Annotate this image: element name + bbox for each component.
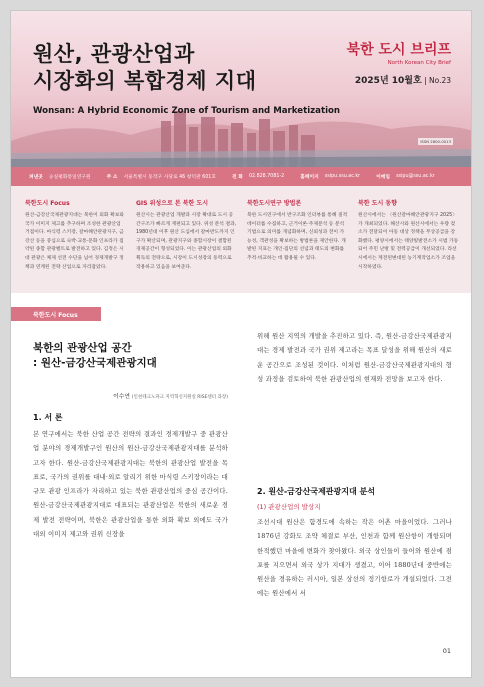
publisher-name: 숭실평화통일연구원 <box>48 175 91 180</box>
issue-date: 2025년 10월호 <box>354 76 422 86</box>
address-label: 주 소 <box>106 175 118 180</box>
summary-text: 원산시는 관광산업 개발과 시장 확대로 도시 공간구조가 빠르게 재편되고 있다. 위성 분석 결과, 1980년대 이후 원산 도심에서 갈마반도까지 인구가 확산되며, 관광지구와 종합시장이 결합된 경제공간이 형성되었다. 이는 관광산업의 외화 획득의 전략으로, 시장이 도시성장의 동력으로 작용하고 있음을 보여준다. <box>136 213 237 270</box>
email-label: 이메일 <box>376 175 391 180</box>
article-right-column <box>257 329 452 658</box>
article-title <box>33 341 228 371</box>
issue-number: No.23 <box>429 76 451 85</box>
article-left-column <box>33 341 228 632</box>
summary-section <box>11 186 472 293</box>
brand-block <box>347 39 451 66</box>
section-2-subtitle: (1) 관광산업의 발상지 <box>257 503 321 511</box>
publisher-label: 펴낸곳 <box>29 175 43 180</box>
website-link[interactable]: ssipu.ssu.ac.kr <box>324 174 361 179</box>
section-1-paragraph: 본 연구에서는 북한 산업 공간 전략의 결과인 경제개발구 중 관광산업 분야의 경제개발구인 원산의 원산-금강산국제관광지대를 분석하고자 한다. 원산-금강산국제관광지대는 북한의 관광산업 발전을 목표로, 국가의 권위를 대내·외로 알리기 위한 마식령 스키장이라는 대규모 관광 인프라가 자리하고 있는 북한 관광산업의 중심 공간이다. 원산-금강산국제관광지대로 대표되는 관광산업은 북한의 새로운 경제 발전 전략이며, 북한은 관광산업을 통한 외화 확보 외에도 국가 대외 이미지 제고와 권위 신장을 <box>33 430 228 539</box>
author-affiliation: (인천테크노파크 지역혁신지원실 RISE센터 과장) <box>131 395 228 400</box>
continued-text: 위해 원산 지역의 개발을 추진하고 있다. 즉, 원산-금강산국제관광지대는 경제 발전과 국가 권위 제고라는 목표 달성을 위해 원산의 새로운 공간으로 조성된 것이다. 이처럼 원산-금강산국제관광지대의 형성 과정을 검토하여 북한 관광산업의 현재와 전망을 보고자 한다. <box>257 332 452 383</box>
summary-heading: 북한도시 Focus <box>25 200 70 207</box>
section-1-title: 1. 서 론 <box>33 413 63 422</box>
cover-banner <box>11 11 472 167</box>
summary-heading: 북한도시연구 방법론 <box>247 200 302 207</box>
brief-page <box>10 10 472 678</box>
report-title <box>33 41 256 95</box>
summary-heading: GIS 위성으로 본 북한 도시 <box>136 200 208 207</box>
summary-heading: 북한 도시 동향 <box>358 200 397 207</box>
brand-title: 북한 도시 브리프 <box>346 42 451 58</box>
article-author <box>33 391 228 400</box>
page-number: 01 <box>442 647 451 655</box>
author-name: 이수연 <box>113 394 130 400</box>
summary-text: 원산시에서는 〈원산갈마해안관광지구 2025〉가 개최되었다. 해산시와 원산시에서는 우량 젖소가 전달되어 아동 대상 정책을 무상공급을 강화했다. 평양시에서는 태양빛발전소가 시범 가동되어 주민 난방 및 전력공급이 개선되었다. 라선시에서는 계전된변대된 농기계작업소가 조업을 시작하였다. <box>358 213 459 270</box>
report-title-line2: 시장화의 복합경제 지대 <box>33 69 257 93</box>
issn-label: ISSN 2800-0013 <box>420 139 451 144</box>
publisher-info-bar <box>11 167 472 186</box>
issue-separator: | <box>424 76 427 85</box>
summary-box-methodology <box>247 198 348 293</box>
summary-box-focus <box>25 198 126 293</box>
focus-section-tab: 북한도시 Focus <box>11 307 101 321</box>
address-value: 서울특별시 동작구 사당로 46 창덕관 601호 <box>123 175 216 180</box>
brand-subtitle: North Korean City Brief <box>387 60 451 66</box>
report-title-english: Wonsan: A Hybrid Economic Zone of Tourism and Marketization <box>33 106 341 116</box>
section-2-title: 2. 원산-금강산국제관광지대 분석 <box>257 487 375 496</box>
summary-box-gis <box>136 198 237 293</box>
phone-value: 02.828.7081-2 <box>248 174 285 179</box>
report-title-line1: 원산, 관광산업과 <box>33 42 195 66</box>
issue-info <box>355 73 451 86</box>
email-link[interactable]: ssipu@ssu.ac.kr <box>396 174 435 179</box>
section-2-paragraph: 조선시대 원산은 함경도에 속하는 작은 어촌 마을이었다. 그러나 1876년 강화도 조약 체결로 부산, 인천과 함께 원산항이 개항되며 한적했던 마을에 변화가 찾아왔다. 외국 상인들이 들어와 원산에 점포를 지으면서 외국 상가 지대가 생겼고, 이어 1880년대 중반에는 원산을 경유하는 러시아, 일본 상선의 정기항로가 개설되었다. 그전에는 원산에서 서 <box>257 518 452 598</box>
article-title-line1: 북한의 관광산업 공간 <box>33 342 132 354</box>
phone-label: 전 화 <box>231 175 243 180</box>
website-label: 홈페이지 <box>300 175 319 180</box>
article-title-line2: : 원산-금강산국제관광지대 <box>33 357 157 369</box>
summary-text: 북한 도시연구에서 반구조화 인터뷰를 통해 질적 데이터를 수집하고, 근거이론·주제분석 등 분석기법으로 의미를 개념화하며, 신뢰성과 전이 가능성, 객관성을 확보하는 방법론을 제안한다. 개발된 지표는 개인·집단의 선념과 태도의 변화를 추적·비교하는 데 활용될 수 있다. <box>247 213 348 261</box>
summary-text: 원산-금강산국제관광지대는 북한이 외화 확보와 국가 이미지 제고를 추구하며 조성한 관광산업 거점이다. 마식령 스키장, 갈마해안관광지구, 금강산 등을 중심으로 숙박·교통·문화 인프라가 집약된 종합 관광벨트로 발전하고 있다. 김정은 시대 관광은 체제 선전 수단을 넘어 경제개발구 정책과 연계된 전략 산업으로 자리잡았다. <box>25 213 124 270</box>
summary-box-trends <box>358 198 459 293</box>
section-1-paragraph-continued <box>257 329 452 472</box>
